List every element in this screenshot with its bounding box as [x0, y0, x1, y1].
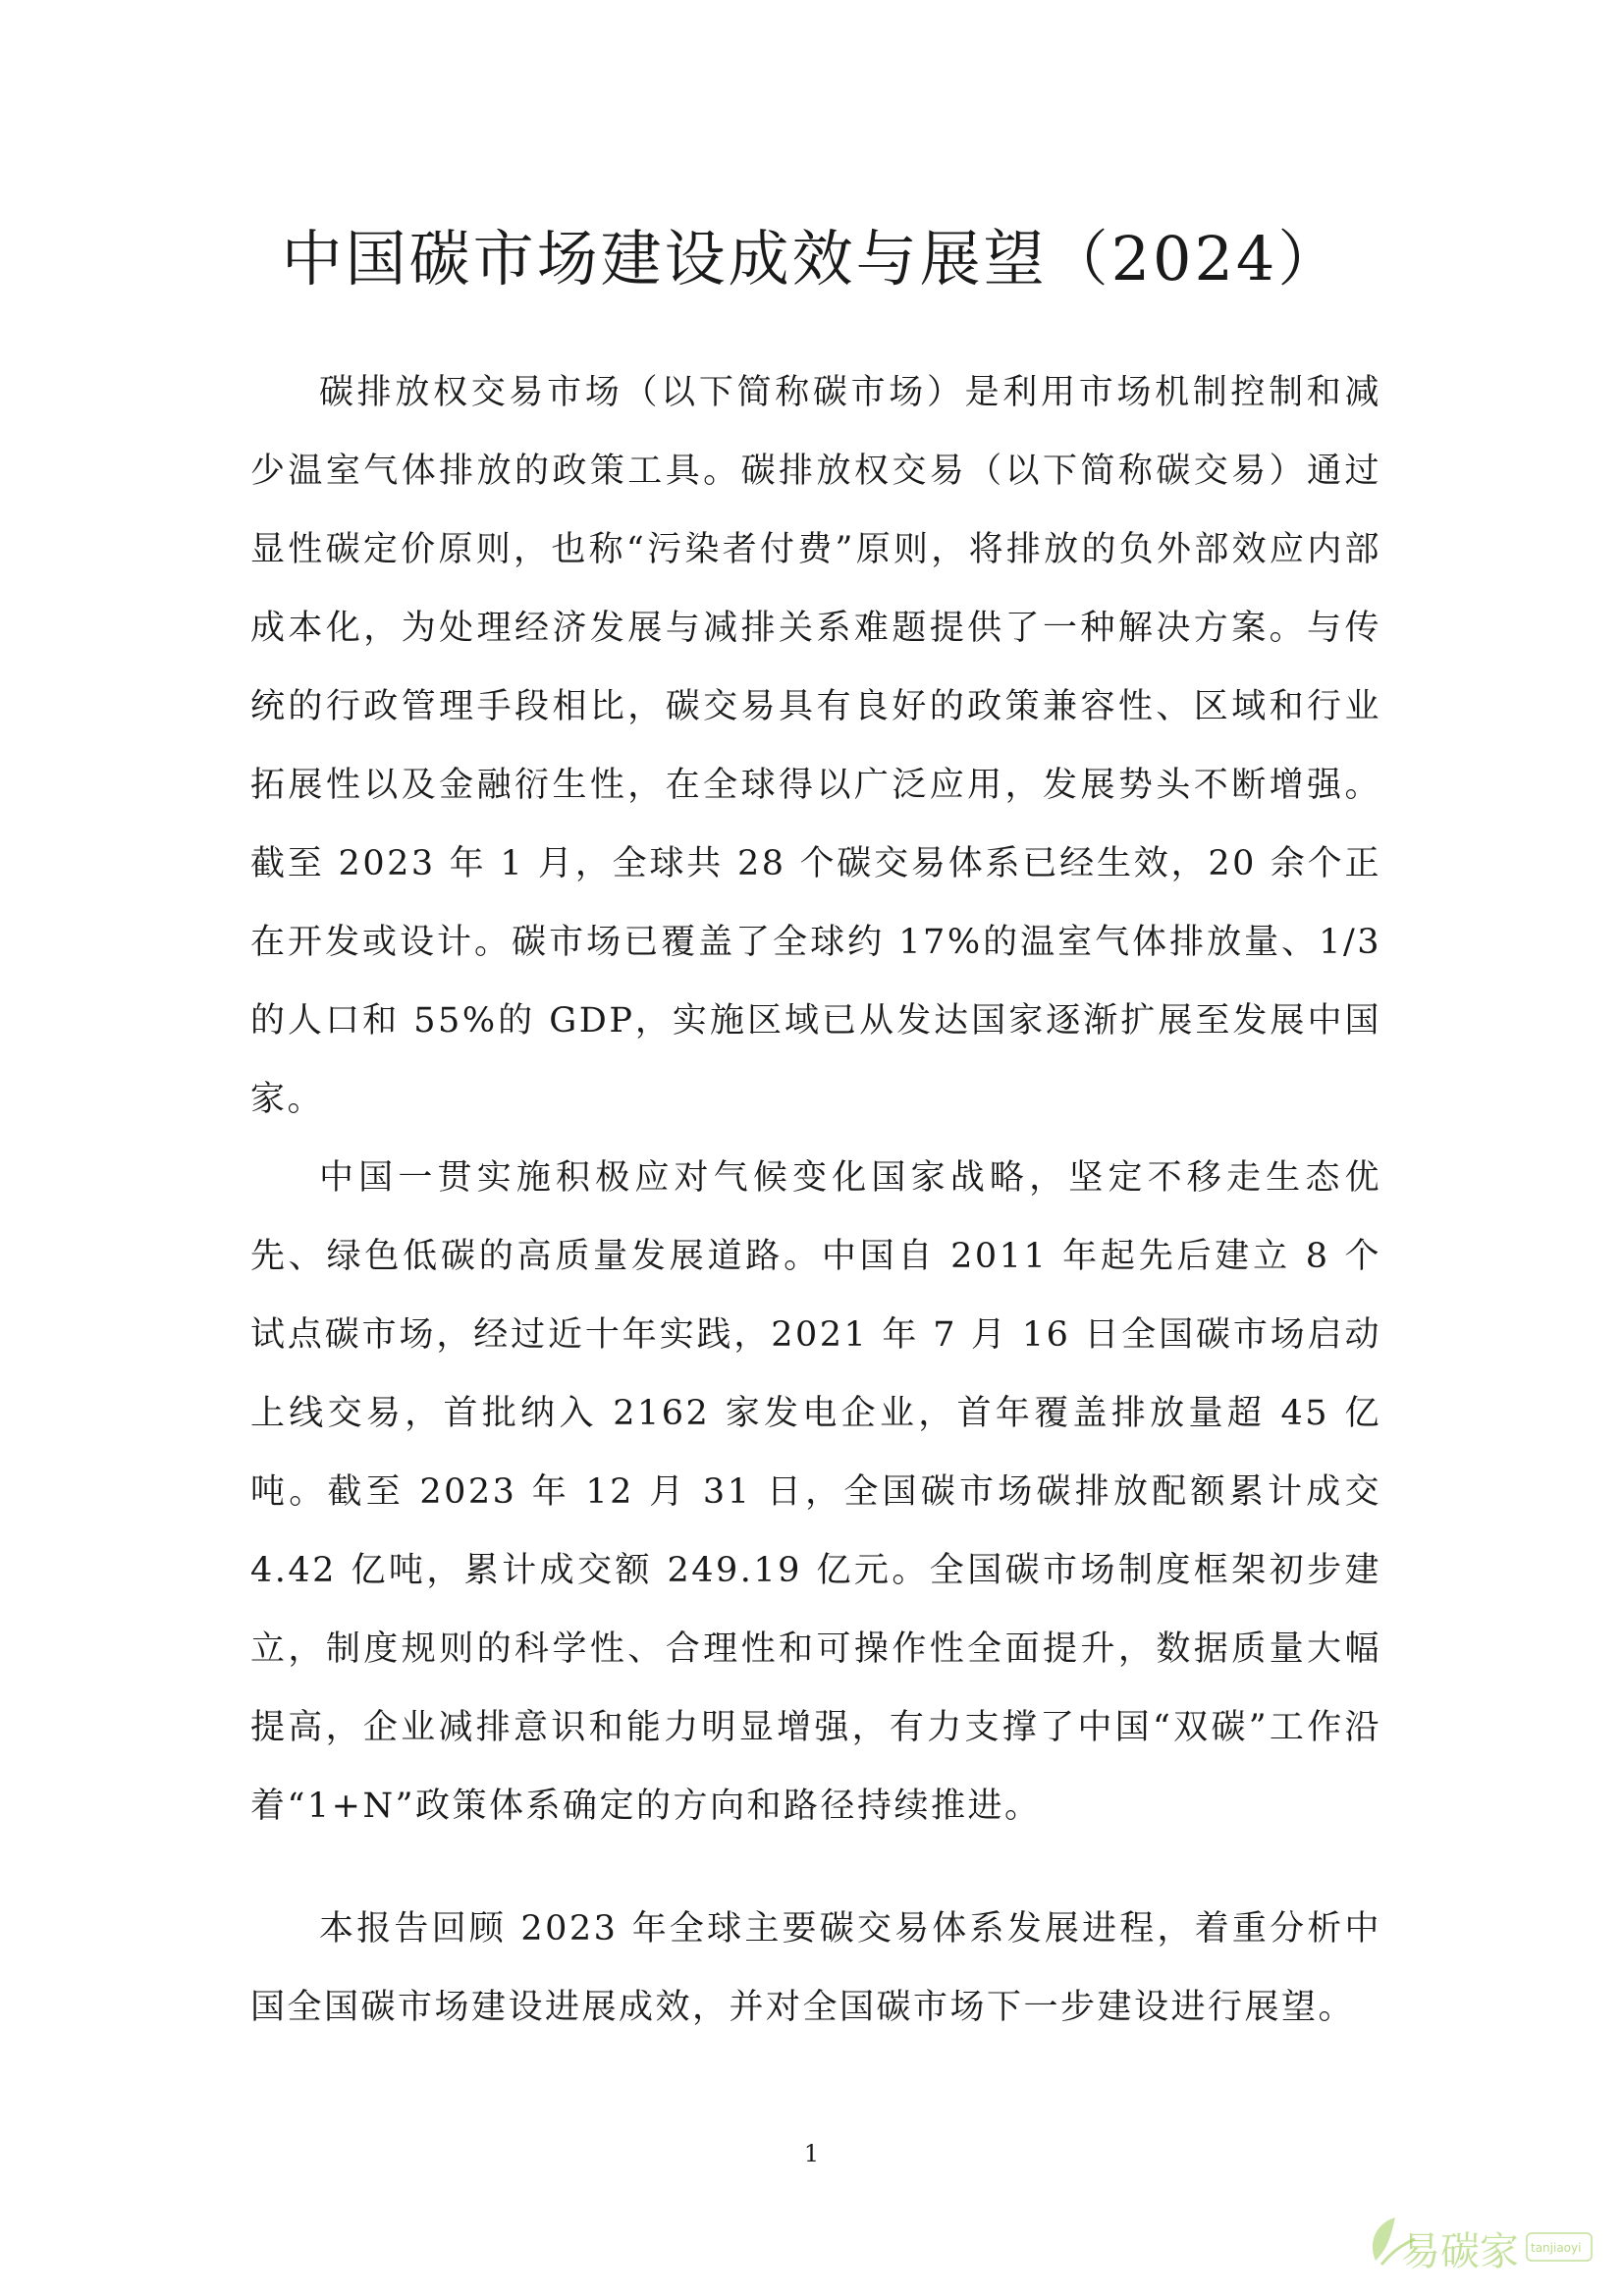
- watermark-logo: [1362, 2204, 1597, 2282]
- document-title: 中国碳市场建设成效与展望（2024）: [281, 223, 1342, 294]
- leaf-icon: [1362, 2204, 1597, 2282]
- paragraph-china-carbon-market: 中国一贯实施积极应对气候变化国家战略，坚定不移走生态优先、绿色低碳的高质量发展道路。中国自 2011 年起先后建立 8 个试点碳市场，经过近十年实践，2021 年 7 月 16 日全国碳市场启动上线交易，首批纳入 2162 家发电企业，首年覆盖排放量超 45 亿吨。截至 2023 年 12 月 31 日，全国碳市场碳排放配额累计成交 4.42 亿吨，累计成交额 249.19 亿元。全国碳市场制度框架初步建立，制度规则的科学性、合理性和可操作性全面提升，数据质量大幅提高，企业减排意识和能力明显增强，有力支撑了中国“双碳”工作沿着“1+N”政策体系确定的方向和路径持续推进。: [250, 1158, 1381, 1826]
- watermark-brand-text: 易碳家: [1401, 2229, 1519, 2274]
- paragraph-intro: 碳排放权交易市场（以下简称碳市场）是利用市场机制控制和减少温室气体排放的政策工具。碳排放权交易（以下简称碳交易）通过显性碳定价原则，也称“污染者付费”原则，将排放的负外部效应内部成本化，为处理经济发展与减排关系难题提供了一种解决方案。与传统的行政管理手段相比，碳交易具有良好的政策兼容性、区域和行业拓展性以及金融衍生性，在全球得以广泛应用，发展势头不断增强。截至 2023 年 1 月，全球共 28 个碳交易体系已经生效，20 余个正在开发或设计。碳市场已覆盖了全球约 17%的温室气体排放量、1/3 的人口和 55%的 GDP，实施区域已从发达国家逐渐扩展至发展中国家。: [250, 373, 1381, 1119]
- paragraph-report-scope: 本报告回顾 2023 年全球主要碳交易体系发展进程，着重分析中国全国碳市场建设进展成效，并对全国碳市场下一步建设进行展望。: [250, 1909, 1381, 2027]
- page-number: 1: [803, 2140, 820, 2167]
- watermark-domain-text: tanjiaoyi: [1531, 2241, 1582, 2255]
